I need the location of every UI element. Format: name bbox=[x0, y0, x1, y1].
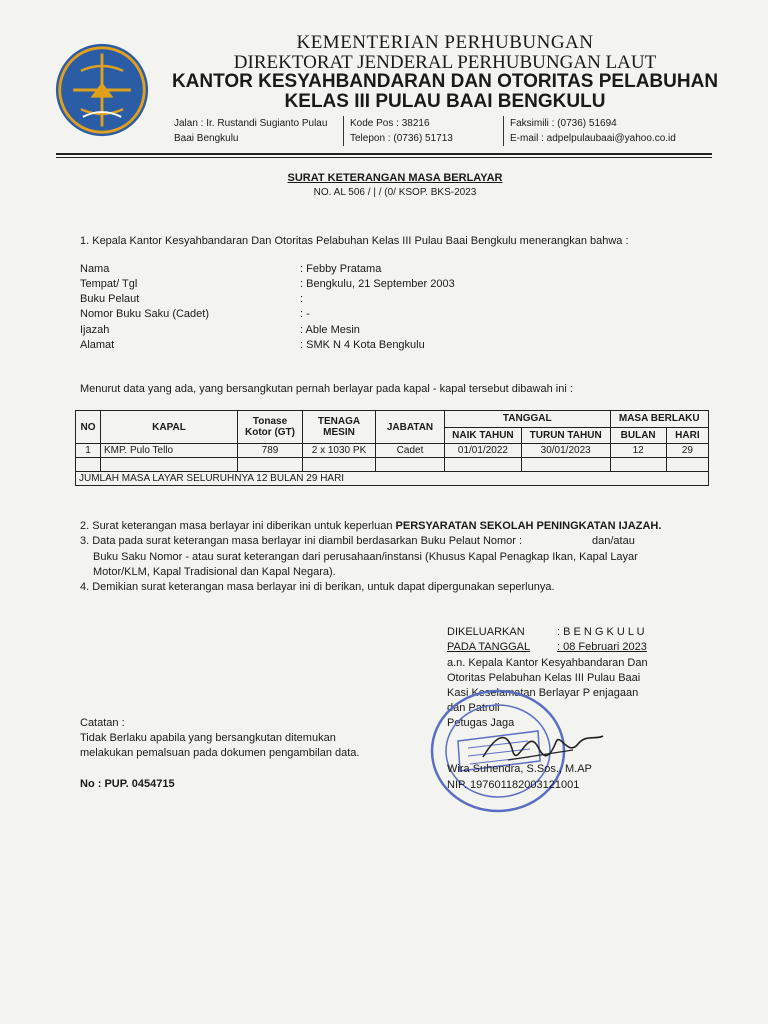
notes-label: Catatan : bbox=[80, 717, 125, 729]
point-3-line-1: 3. Data pada surat keterangan masa berlayar ini diambil berdasarkan Buku Pelaut Nomor : bbox=[80, 535, 523, 547]
issued-label: DIKELUARKAN bbox=[447, 626, 525, 638]
signatory-line-2: Otoritas Pelabuhan Kelas III Pulau Baai bbox=[447, 672, 641, 684]
cell-no: 1 bbox=[76, 444, 101, 458]
signatory-name: Wira Suhendra, S.Sos., M.AP bbox=[447, 763, 592, 775]
field-label-certificate: Ijazah bbox=[80, 324, 110, 336]
point-2-purpose: PERSYARATAN SEKOLAH PENINGKATAN IJAZAH. bbox=[395, 520, 662, 532]
postal-phone-block bbox=[343, 116, 500, 146]
signatory-line-3: Kasi Keselamatan Berlayar P enjagaan bbox=[447, 687, 639, 699]
header-ministry: KEMENTERIAN PERHUBUNGAN bbox=[296, 32, 594, 53]
fax: Faksimili : (0736) 51694 bbox=[510, 118, 617, 129]
field-value-birth: : Bengkulu, 21 September 2003 bbox=[300, 278, 455, 290]
col-date: TANGGAL bbox=[445, 411, 611, 428]
col-ship: KAPAL bbox=[101, 411, 238, 444]
signatory-nip: NIP. 197601182003121001 bbox=[447, 779, 580, 791]
signatory-line-5: Petugas Jaga bbox=[447, 717, 515, 729]
cell-tonnage: 789 bbox=[238, 444, 303, 458]
header-directorate: DIREKTORAT JENDERAL PERHUBUNGAN LAUT bbox=[233, 52, 657, 73]
table-total-row bbox=[76, 472, 709, 486]
table-row bbox=[76, 444, 709, 458]
field-label-birth: Tempat/ Tgl bbox=[80, 278, 138, 290]
col-tonnage: Tonase Kotor (GT) bbox=[238, 411, 303, 444]
postal-code: Kode Pos : 38216 bbox=[350, 118, 430, 129]
field-value-cadet-book: : - bbox=[300, 308, 310, 320]
email: E-mail : adpelpulaubaai@yahoo.co.id bbox=[510, 133, 676, 144]
document-number: NO. AL 506 / | / (0/ KSOP. BKS-2023 bbox=[313, 187, 477, 198]
table-row-empty bbox=[76, 458, 709, 472]
ministry-logo bbox=[54, 42, 150, 138]
header-office: KANTOR KESYAHBANDARAN DAN OTORITAS PELABUHAN bbox=[171, 71, 719, 92]
point-4: 4. Demikian surat keterangan masa berlayar ini di berikan, untuk dapat dipergunakan seperlunya. bbox=[80, 581, 555, 593]
point-3-line-2: Buku Saku Nomor - atau surat keterangan dari perusahaan/instansi (Khusus Kapal Penagkap Ikan, Kapal Layar bbox=[93, 551, 638, 563]
date-label: PADA TANGGAL bbox=[447, 641, 531, 653]
field-value-address: : SMK N 4 Kota Bengkulu bbox=[300, 339, 425, 351]
col-no: NO bbox=[76, 411, 101, 444]
cell-engine: 2 x 1030 PK bbox=[303, 444, 376, 458]
field-label-cadet-book: Nomor Buku Saku (Cadet) bbox=[80, 308, 209, 320]
point-3-line-3: Motor/KLM, Kapal Tradisional dan Kapal Negara). bbox=[93, 566, 336, 578]
header-class: KELAS III PULAU BAAI BENGKULU bbox=[284, 91, 606, 112]
address-block bbox=[174, 116, 339, 146]
cell-days: 29 bbox=[666, 444, 708, 458]
point-2-text: 2. Surat keterangan masa berlayar ini diberikan untuk keperluan bbox=[80, 520, 396, 532]
signatory-line-1: a.n. Kepala Kantor Kesyahbandaran Dan bbox=[447, 657, 648, 669]
notes-line-1: Tidak Berlaku apabila yang bersangkutan ditemukan bbox=[80, 732, 336, 744]
field-label-name: Nama bbox=[80, 263, 110, 275]
notes-line-2: melakukan pemalsuan pada dokumen pengambilan data. bbox=[80, 747, 360, 759]
cell-total: JUMLAH MASA LAYAR SELURUHNYA 12 BULAN 29 HARI bbox=[76, 472, 709, 486]
document-serial: No : PUP. 0454715 bbox=[80, 778, 175, 790]
cell-position: Cadet bbox=[376, 444, 445, 458]
signatory-line-4: dan Patroli bbox=[447, 702, 500, 714]
sailing-record-table bbox=[75, 410, 709, 486]
cell-date-on: 01/01/2022 bbox=[445, 444, 522, 458]
point-2 bbox=[80, 520, 661, 532]
point-3-line-1-tail: dan/atau bbox=[592, 535, 635, 547]
header-rule-thick bbox=[56, 153, 712, 155]
col-engine: TENAGA MESIN bbox=[303, 411, 376, 444]
field-value-certificate: : Able Mesin bbox=[300, 324, 360, 336]
table-intro: Menurut data yang ada, yang bersangkutan pernah berlayar pada kapal - kapal tersebut dibawah ini : bbox=[80, 383, 573, 395]
cell-months: 12 bbox=[610, 444, 666, 458]
col-duration: MASA BERLAKU bbox=[610, 411, 708, 428]
fax-email-block bbox=[503, 116, 740, 146]
col-position: JABATAN bbox=[376, 411, 445, 444]
cell-ship: KMP. Pulo Tello bbox=[101, 444, 238, 458]
address-line-2: Baai Bengkulu bbox=[174, 133, 239, 144]
field-value-seaman-book: : bbox=[300, 293, 304, 305]
document-title: SURAT KETERANGAN MASA BERLAYAR bbox=[287, 172, 503, 184]
date-value: : 08 Februari 2023 bbox=[557, 641, 647, 653]
address-line-1: Jalan : Ir. Rustandi Sugianto Pulau bbox=[174, 118, 328, 129]
header-rule-thin bbox=[56, 157, 712, 158]
issued-value: : B E N G K U L U bbox=[557, 626, 645, 638]
col-days: HARI bbox=[666, 427, 708, 444]
phone: Telepon : (0736) 51713 bbox=[350, 133, 453, 144]
col-date-on: NAIK TAHUN bbox=[445, 427, 522, 444]
intro-statement: 1. Kepala Kantor Kesyahbandaran Dan Otoritas Pelabuhan Kelas III Pulau Baai Bengkulu menerangkan bahwa : bbox=[80, 235, 629, 247]
cell-date-off: 30/01/2023 bbox=[521, 444, 610, 458]
field-label-address: Alamat bbox=[80, 339, 115, 351]
field-label-seaman-book: Buku Pelaut bbox=[80, 293, 140, 305]
col-months: BULAN bbox=[610, 427, 666, 444]
field-value-name: : Febby Pratama bbox=[300, 263, 382, 275]
col-date-off: TURUN TAHUN bbox=[521, 427, 610, 444]
